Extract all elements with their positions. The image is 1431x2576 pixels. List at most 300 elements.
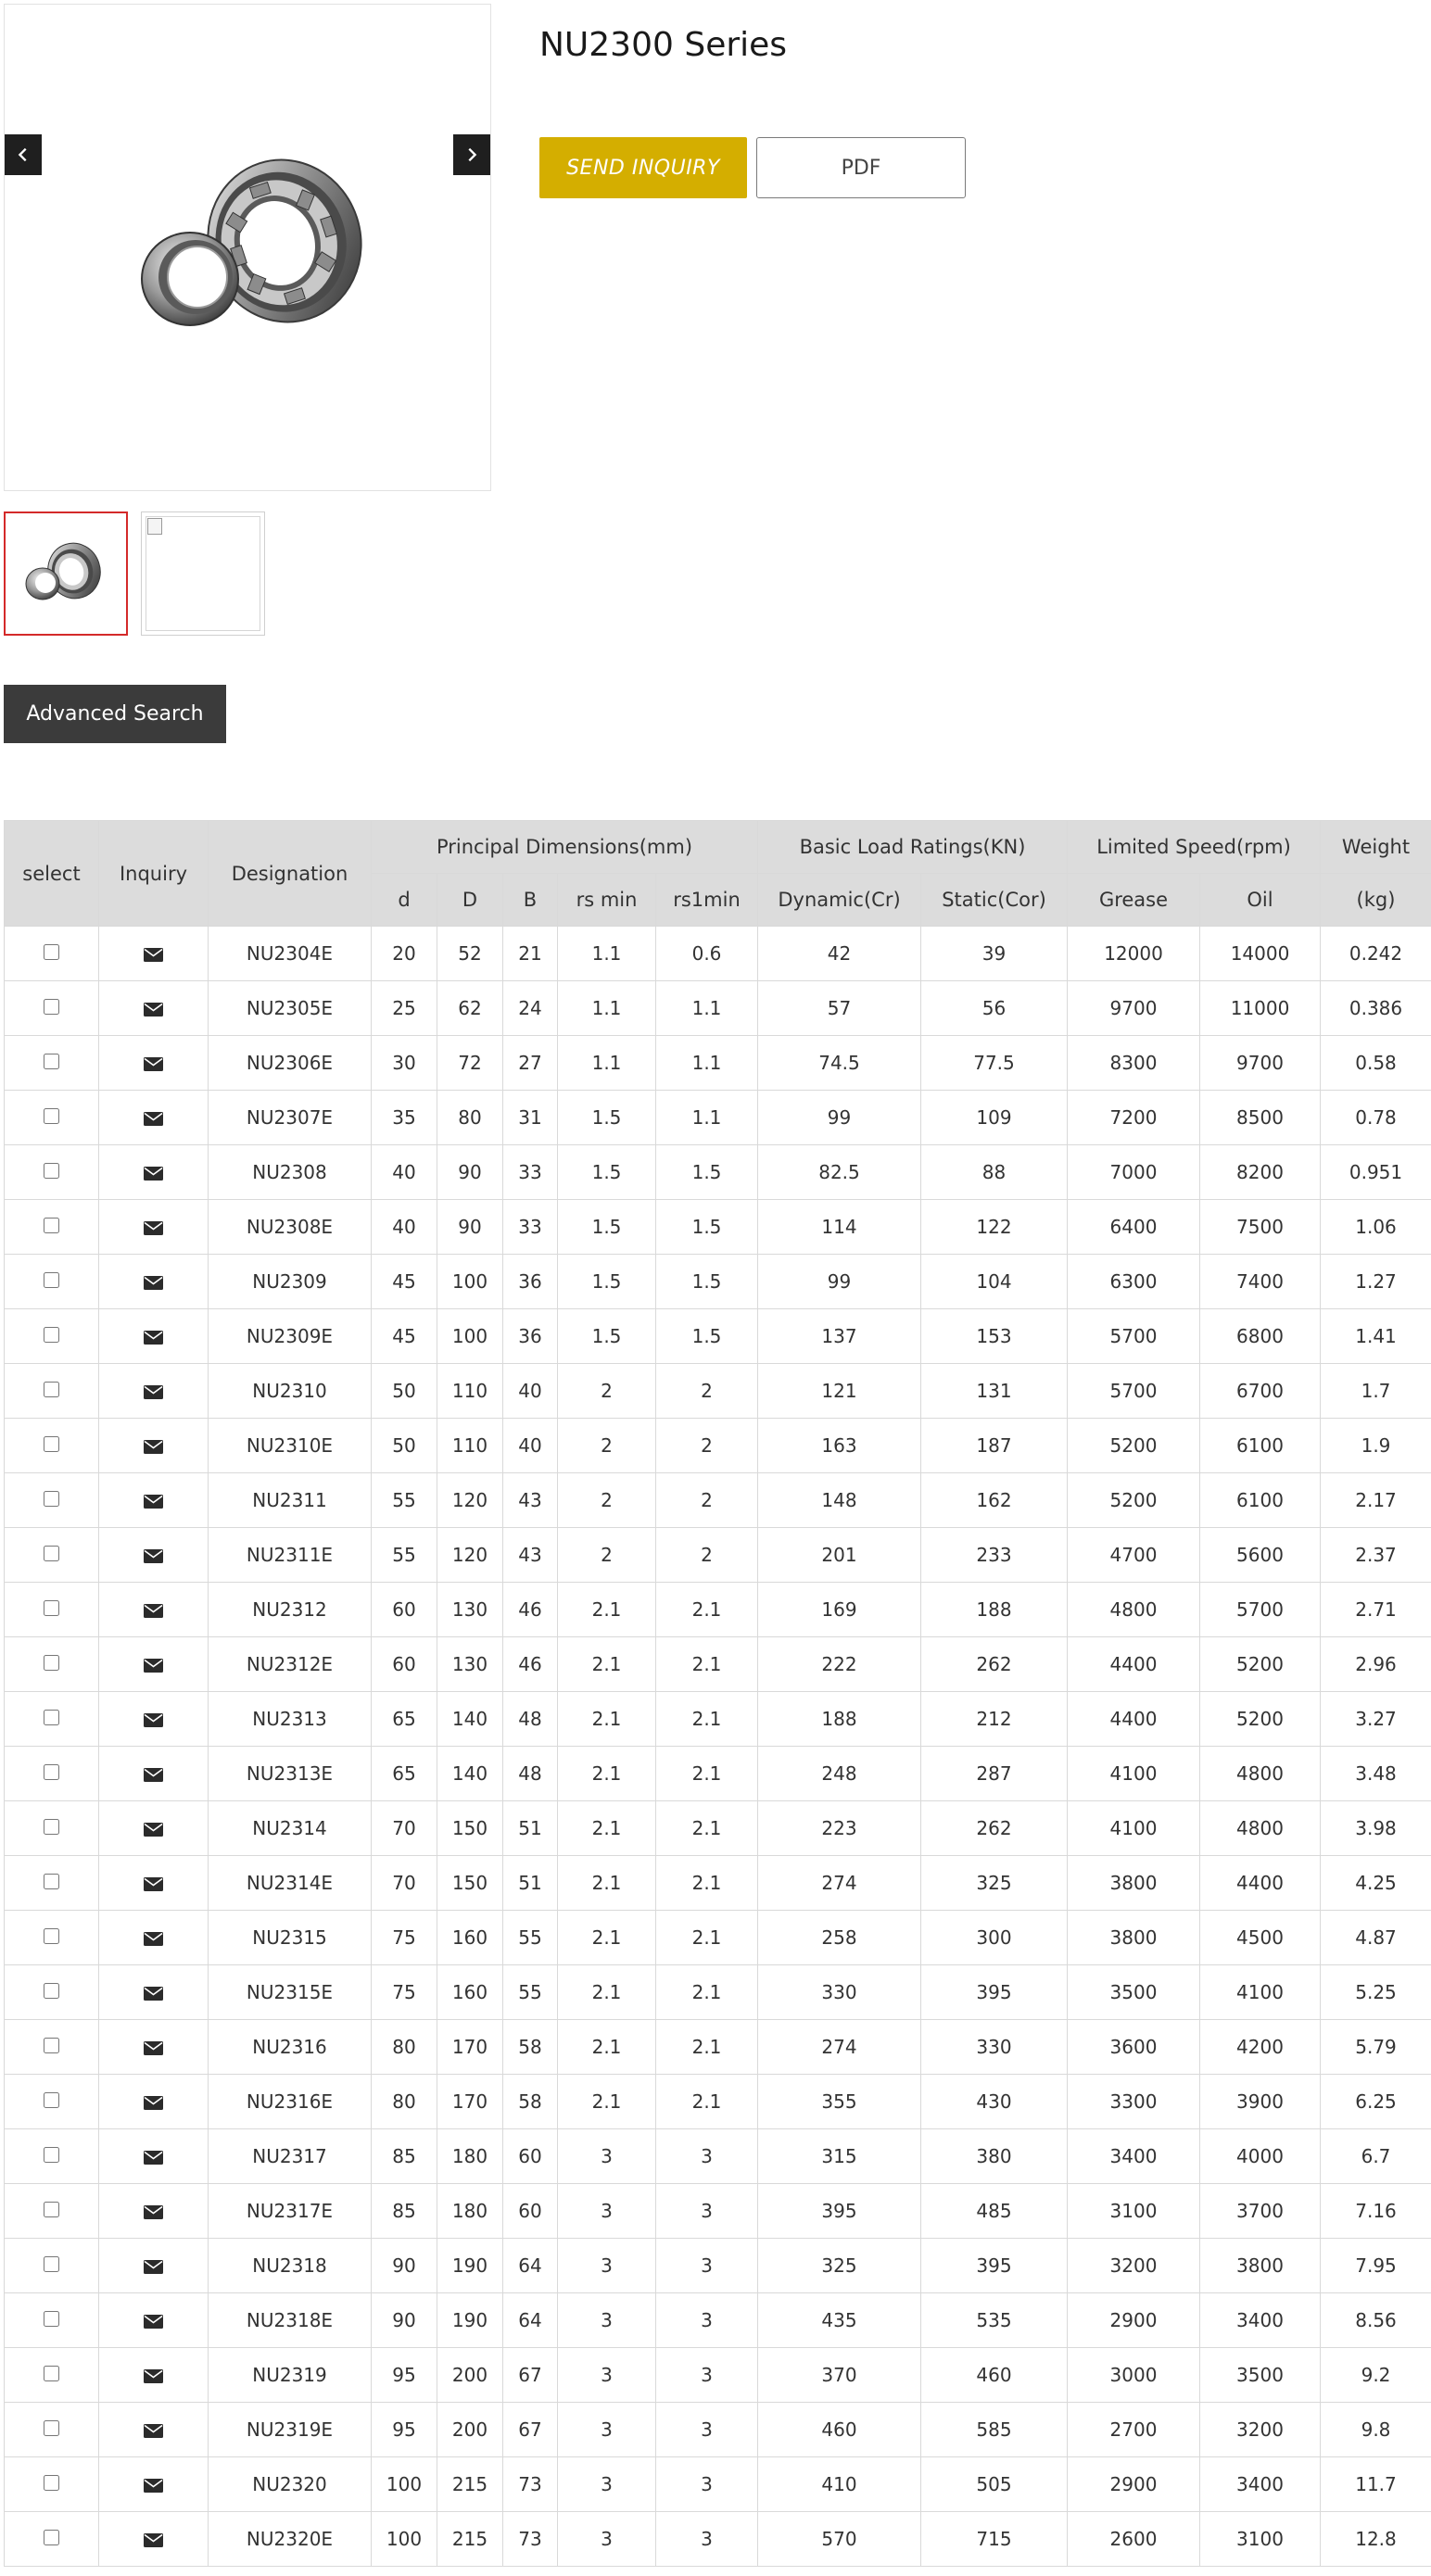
cell-static-cor: 39 [921, 927, 1068, 981]
envelope-icon[interactable] [144, 1932, 163, 1946]
envelope-icon[interactable] [144, 2424, 163, 2438]
envelope-icon[interactable] [144, 2260, 163, 2274]
table-row [5, 1309, 1431, 1364]
envelope-icon[interactable] [144, 1604, 163, 1618]
cell-B: 36 [503, 1309, 558, 1364]
cell-designation: NU2304E [209, 927, 372, 981]
header-inquiry: Inquiry [99, 821, 209, 927]
row-select-checkbox[interactable] [44, 1327, 59, 1343]
inquiry-cell [99, 1583, 209, 1637]
select-cell [5, 927, 99, 981]
cell-grease-speed: 3300 [1068, 2075, 1200, 2129]
product-image-gallery [4, 4, 491, 491]
header-B: B [503, 874, 558, 927]
envelope-icon[interactable] [144, 1276, 163, 1290]
table-row [5, 1856, 1431, 1911]
cell-rs1-min: 3 [656, 2512, 758, 2567]
cell-weight: 2.96 [1321, 1637, 1431, 1692]
gallery-prev-button[interactable] [5, 134, 42, 175]
row-select-checkbox[interactable] [44, 1874, 59, 1889]
envelope-icon[interactable] [144, 2096, 163, 2110]
cell-weight: 1.41 [1321, 1309, 1431, 1364]
cell-designation: NU2313E [209, 1747, 372, 1801]
cell-D: 100 [437, 1309, 503, 1364]
select-cell [5, 1583, 99, 1637]
cell-grease-speed: 3200 [1068, 2239, 1200, 2293]
cell-oil-speed: 5600 [1200, 1528, 1321, 1583]
spec-table-body [5, 927, 1431, 2567]
row-select-checkbox[interactable] [44, 1218, 59, 1233]
cell-rs1-min: 1.1 [656, 1091, 758, 1145]
cell-grease-speed: 2900 [1068, 2293, 1200, 2348]
cell-weight: 5.25 [1321, 1965, 1431, 2020]
row-select-checkbox[interactable] [44, 2311, 59, 2327]
inquiry-cell [99, 2075, 209, 2129]
cell-rs1-min: 2 [656, 1419, 758, 1473]
envelope-icon[interactable] [144, 1440, 163, 1454]
cell-dynamic-cr: 82.5 [758, 1145, 921, 1200]
cell-d: 100 [372, 2457, 437, 2512]
cell-rs1-min: 2.1 [656, 1637, 758, 1692]
inquiry-cell [99, 927, 209, 981]
cell-B: 51 [503, 1856, 558, 1911]
header-select: select [5, 821, 99, 927]
cell-rs1-min: 2.1 [656, 2075, 758, 2129]
select-cell [5, 1965, 99, 2020]
cell-B: 24 [503, 981, 558, 1036]
envelope-icon[interactable] [144, 2533, 163, 2547]
envelope-icon[interactable] [144, 1112, 163, 1126]
table-row [5, 927, 1431, 981]
cell-grease-speed: 3100 [1068, 2184, 1200, 2239]
cell-grease-speed: 4400 [1068, 1637, 1200, 1692]
envelope-icon[interactable] [144, 1659, 163, 1673]
row-select-checkbox[interactable] [44, 2092, 59, 2108]
cell-rs1-min: 0.6 [656, 927, 758, 981]
cell-B: 48 [503, 1692, 558, 1747]
cell-oil-speed: 6800 [1200, 1309, 1321, 1364]
cell-D: 52 [437, 927, 503, 981]
cell-oil-speed: 3400 [1200, 2293, 1321, 2348]
envelope-icon[interactable] [144, 1495, 163, 1509]
cell-grease-speed: 4100 [1068, 1801, 1200, 1856]
row-select-checkbox[interactable] [44, 1491, 59, 1507]
select-cell [5, 1309, 99, 1364]
cell-static-cor: 188 [921, 1583, 1068, 1637]
cell-oil-speed: 11000 [1200, 981, 1321, 1036]
row-select-checkbox[interactable] [44, 2038, 59, 2053]
table-row [5, 1473, 1431, 1528]
table-row [5, 2129, 1431, 2184]
cell-B: 43 [503, 1473, 558, 1528]
select-cell [5, 2512, 99, 2567]
select-cell [5, 2348, 99, 2403]
cell-rs1-min: 3 [656, 2348, 758, 2403]
cell-static-cor: 300 [921, 1911, 1068, 1965]
table-row [5, 2512, 1431, 2567]
cell-B: 40 [503, 1419, 558, 1473]
cell-weight: 1.7 [1321, 1364, 1431, 1419]
row-select-checkbox[interactable] [44, 1710, 59, 1725]
header-designation: Designation [209, 821, 372, 927]
cell-designation: NU2307E [209, 1091, 372, 1145]
table-row [5, 2239, 1431, 2293]
cell-grease-speed: 5700 [1068, 1364, 1200, 1419]
row-select-checkbox[interactable] [44, 2147, 59, 2163]
cell-dynamic-cr: 99 [758, 1091, 921, 1145]
cell-dynamic-cr: 137 [758, 1309, 921, 1364]
row-select-checkbox[interactable] [44, 1108, 59, 1124]
cell-dynamic-cr: 201 [758, 1528, 921, 1583]
cell-weight: 0.951 [1321, 1145, 1431, 1200]
cell-d: 85 [372, 2184, 437, 2239]
cell-rs-min: 3 [558, 2184, 656, 2239]
cell-static-cor: 535 [921, 2293, 1068, 2348]
inquiry-cell [99, 1637, 209, 1692]
cell-d: 40 [372, 1145, 437, 1200]
cell-designation: NU2317 [209, 2129, 372, 2184]
table-row [5, 1419, 1431, 1473]
cell-designation: NU2309E [209, 1309, 372, 1364]
inquiry-cell [99, 2239, 209, 2293]
cell-D: 200 [437, 2403, 503, 2457]
cell-D: 170 [437, 2020, 503, 2075]
cell-oil-speed: 7500 [1200, 1200, 1321, 1255]
cell-weight: 5.79 [1321, 2020, 1431, 2075]
cell-D: 190 [437, 2293, 503, 2348]
select-cell [5, 1364, 99, 1419]
cell-rs-min: 2 [558, 1419, 656, 1473]
cell-static-cor: 187 [921, 1419, 1068, 1473]
select-cell [5, 2457, 99, 2512]
cell-grease-speed: 3600 [1068, 2020, 1200, 2075]
cell-oil-speed: 4400 [1200, 1856, 1321, 1911]
cell-weight: 2.17 [1321, 1473, 1431, 1528]
cell-B: 55 [503, 1911, 558, 1965]
select-cell [5, 1145, 99, 1200]
envelope-icon[interactable] [144, 1331, 163, 1345]
row-select-checkbox[interactable] [44, 1600, 59, 1616]
cell-designation: NU2308E [209, 1200, 372, 1255]
cell-D: 190 [437, 2239, 503, 2293]
envelope-icon[interactable] [144, 1987, 163, 2001]
inquiry-cell [99, 2020, 209, 2075]
cell-designation: NU2319 [209, 2348, 372, 2403]
row-select-checkbox[interactable] [44, 999, 59, 1015]
cell-static-cor: 505 [921, 2457, 1068, 2512]
header-d: d [372, 874, 437, 927]
cell-d: 55 [372, 1473, 437, 1528]
row-select-checkbox[interactable] [44, 1054, 59, 1069]
envelope-icon[interactable] [144, 2041, 163, 2055]
row-select-checkbox[interactable] [44, 1983, 59, 1999]
cell-B: 40 [503, 1364, 558, 1419]
select-cell [5, 1911, 99, 1965]
cell-rs-min: 2 [558, 1473, 656, 1528]
cell-oil-speed: 4800 [1200, 1801, 1321, 1856]
cell-designation: NU2311 [209, 1473, 372, 1528]
cell-rs1-min: 2.1 [656, 1856, 758, 1911]
cell-D: 120 [437, 1528, 503, 1583]
gallery-next-button[interactable] [453, 134, 490, 175]
cell-grease-speed: 9700 [1068, 981, 1200, 1036]
cell-designation: NU2308 [209, 1145, 372, 1200]
row-select-checkbox[interactable] [44, 1272, 59, 1288]
cell-d: 60 [372, 1637, 437, 1692]
cell-grease-speed: 7200 [1068, 1091, 1200, 1145]
envelope-icon[interactable] [144, 1877, 163, 1891]
inquiry-cell [99, 1911, 209, 1965]
select-cell [5, 2403, 99, 2457]
cell-designation: NU2315 [209, 1911, 372, 1965]
cell-designation: NU2317E [209, 2184, 372, 2239]
header-basic-load-ratings: Basic Load Ratings(KN) [758, 821, 1068, 874]
cell-dynamic-cr: 169 [758, 1583, 921, 1637]
inquiry-cell [99, 1965, 209, 2020]
cell-static-cor: 162 [921, 1473, 1068, 1528]
cell-rs1-min: 3 [656, 2239, 758, 2293]
inquiry-cell [99, 1364, 209, 1419]
cell-rs-min: 2.1 [558, 1965, 656, 2020]
envelope-icon[interactable] [144, 1057, 163, 1071]
cell-rs-min: 2.1 [558, 1692, 656, 1747]
envelope-icon[interactable] [144, 1549, 163, 1563]
thumbnail-bearing[interactable] [4, 511, 128, 636]
advanced-search-button[interactable]: Advanced Search [4, 685, 226, 743]
cell-grease-speed: 2600 [1068, 2512, 1200, 2567]
table-row [5, 1692, 1431, 1747]
cell-rs-min: 2.1 [558, 1801, 656, 1856]
envelope-icon[interactable] [144, 1768, 163, 1782]
row-select-checkbox[interactable] [44, 1382, 59, 1397]
inquiry-cell [99, 2293, 209, 2348]
cell-oil-speed: 3900 [1200, 2075, 1321, 2129]
cell-D: 100 [437, 1255, 503, 1309]
cell-weight: 2.37 [1321, 1528, 1431, 1583]
cell-dynamic-cr: 258 [758, 1911, 921, 1965]
row-select-checkbox[interactable] [44, 2202, 59, 2217]
cell-grease-speed: 6300 [1068, 1255, 1200, 1309]
cell-weight: 3.48 [1321, 1747, 1431, 1801]
row-select-checkbox[interactable] [44, 1764, 59, 1780]
cell-d: 65 [372, 1747, 437, 1801]
table-row [5, 2075, 1431, 2129]
select-cell [5, 2129, 99, 2184]
bearing-product-image [5, 5, 490, 490]
bearing-spec-table [4, 820, 1431, 2567]
table-row [5, 1255, 1431, 1309]
cell-B: 36 [503, 1255, 558, 1309]
row-select-checkbox[interactable] [44, 1655, 59, 1671]
cell-dynamic-cr: 435 [758, 2293, 921, 2348]
cell-designation: NU2305E [209, 981, 372, 1036]
cell-D: 150 [437, 1801, 503, 1856]
cell-weight: 1.27 [1321, 1255, 1431, 1309]
select-cell [5, 1637, 99, 1692]
cell-dynamic-cr: 121 [758, 1364, 921, 1419]
cell-d: 90 [372, 2293, 437, 2348]
cell-weight: 2.71 [1321, 1583, 1431, 1637]
header-static: Static(Cor) [921, 874, 1068, 927]
envelope-icon[interactable] [144, 1823, 163, 1837]
pdf-button[interactable]: PDF [756, 137, 966, 198]
cell-dynamic-cr: 248 [758, 1747, 921, 1801]
table-row [5, 981, 1431, 1036]
cell-designation: NU2316E [209, 2075, 372, 2129]
cell-static-cor: 395 [921, 2239, 1068, 2293]
cell-rs1-min: 3 [656, 2403, 758, 2457]
cell-dynamic-cr: 99 [758, 1255, 921, 1309]
cell-static-cor: 153 [921, 1309, 1068, 1364]
row-select-checkbox[interactable] [44, 944, 59, 960]
cell-static-cor: 109 [921, 1091, 1068, 1145]
cell-oil-speed: 3100 [1200, 2512, 1321, 2567]
row-select-checkbox[interactable] [44, 1546, 59, 1561]
cell-static-cor: 131 [921, 1364, 1068, 1419]
envelope-icon[interactable] [144, 2205, 163, 2219]
envelope-icon[interactable] [144, 2315, 163, 2329]
cell-rs1-min: 3 [656, 2184, 758, 2239]
cell-weight: 4.87 [1321, 1911, 1431, 1965]
row-select-checkbox[interactable] [44, 1819, 59, 1835]
send-inquiry-button[interactable]: SEND INQUIRY [539, 137, 747, 198]
cell-grease-speed: 5200 [1068, 1473, 1200, 1528]
cell-oil-speed: 4000 [1200, 2129, 1321, 2184]
select-cell [5, 2184, 99, 2239]
cell-d: 55 [372, 1528, 437, 1583]
cell-designation: NU2310 [209, 1364, 372, 1419]
cell-d: 95 [372, 2403, 437, 2457]
cell-rs-min: 3 [558, 2457, 656, 2512]
table-row [5, 1200, 1431, 1255]
cell-oil-speed: 9700 [1200, 1036, 1321, 1091]
table-row [5, 1801, 1431, 1856]
envelope-icon[interactable] [144, 2151, 163, 2165]
row-select-checkbox[interactable] [44, 2475, 59, 2491]
cell-d: 85 [372, 2129, 437, 2184]
inquiry-cell [99, 1036, 209, 1091]
cell-rs-min: 2.1 [558, 1637, 656, 1692]
cell-designation: NU2315E [209, 1965, 372, 2020]
cell-static-cor: 330 [921, 2020, 1068, 2075]
cell-B: 21 [503, 927, 558, 981]
envelope-icon[interactable] [144, 1221, 163, 1235]
cell-static-cor: 287 [921, 1747, 1068, 1801]
table-row [5, 2348, 1431, 2403]
cell-d: 50 [372, 1419, 437, 1473]
envelope-icon[interactable] [144, 1003, 163, 1017]
cell-dynamic-cr: 188 [758, 1692, 921, 1747]
cell-static-cor: 122 [921, 1200, 1068, 1255]
envelope-icon[interactable] [144, 2479, 163, 2493]
cell-d: 100 [372, 2512, 437, 2567]
cell-rs1-min: 1.5 [656, 1200, 758, 1255]
select-cell [5, 1747, 99, 1801]
row-select-checkbox[interactable] [44, 1436, 59, 1452]
cell-grease-speed: 2700 [1068, 2403, 1200, 2457]
envelope-icon[interactable] [144, 948, 163, 962]
header-weight: Weight [1321, 821, 1431, 874]
cell-B: 67 [503, 2348, 558, 2403]
cell-weight: 11.7 [1321, 2457, 1431, 2512]
cell-dynamic-cr: 460 [758, 2403, 921, 2457]
row-select-checkbox[interactable] [44, 2256, 59, 2272]
cell-B: 46 [503, 1637, 558, 1692]
cell-D: 120 [437, 1473, 503, 1528]
inquiry-cell [99, 1200, 209, 1255]
cell-grease-speed: 7000 [1068, 1145, 1200, 1200]
row-select-checkbox[interactable] [44, 1163, 59, 1179]
cell-rs1-min: 1.1 [656, 981, 758, 1036]
envelope-icon[interactable] [144, 2369, 163, 2383]
header-kg: (kg) [1321, 874, 1431, 927]
cell-rs1-min: 3 [656, 2129, 758, 2184]
cell-oil-speed: 7400 [1200, 1255, 1321, 1309]
cell-B: 73 [503, 2512, 558, 2567]
cell-oil-speed: 3400 [1200, 2457, 1321, 2512]
cell-weight: 0.58 [1321, 1036, 1431, 1091]
row-select-checkbox[interactable] [44, 1928, 59, 1944]
inquiry-cell [99, 2512, 209, 2567]
envelope-icon[interactable] [144, 1167, 163, 1181]
cell-D: 130 [437, 1637, 503, 1692]
cell-B: 46 [503, 1583, 558, 1637]
thumbnail-second[interactable] [141, 511, 265, 636]
cell-static-cor: 262 [921, 1637, 1068, 1692]
cell-static-cor: 77.5 [921, 1036, 1068, 1091]
cell-static-cor: 380 [921, 2129, 1068, 2184]
select-cell [5, 1200, 99, 1255]
cell-dynamic-cr: 330 [758, 1965, 921, 2020]
cell-d: 70 [372, 1856, 437, 1911]
cell-oil-speed: 14000 [1200, 927, 1321, 981]
product-title: NU2300 Series [539, 26, 788, 64]
row-select-checkbox[interactable] [44, 2420, 59, 2436]
select-cell [5, 1801, 99, 1856]
cell-D: 130 [437, 1583, 503, 1637]
table-row [5, 1637, 1431, 1692]
cell-dynamic-cr: 410 [758, 2457, 921, 2512]
inquiry-cell [99, 1528, 209, 1583]
cell-D: 215 [437, 2457, 503, 2512]
cell-rs1-min: 2.1 [656, 1692, 758, 1747]
cell-static-cor: 460 [921, 2348, 1068, 2403]
envelope-icon[interactable] [144, 1385, 163, 1399]
cell-grease-speed: 4100 [1068, 1747, 1200, 1801]
cell-rs-min: 3 [558, 2512, 656, 2567]
cell-grease-speed: 6400 [1068, 1200, 1200, 1255]
inquiry-cell [99, 1145, 209, 1200]
cell-designation: NU2311E [209, 1528, 372, 1583]
cell-static-cor: 56 [921, 981, 1068, 1036]
cell-dynamic-cr: 163 [758, 1419, 921, 1473]
cell-dynamic-cr: 370 [758, 2348, 921, 2403]
cell-D: 200 [437, 2348, 503, 2403]
cell-d: 75 [372, 1965, 437, 2020]
row-select-checkbox[interactable] [44, 2366, 59, 2381]
envelope-icon[interactable] [144, 1713, 163, 1727]
bearing-spec-table-wrapper [4, 820, 1431, 2567]
cell-designation: NU2310E [209, 1419, 372, 1473]
cell-designation: NU2312E [209, 1637, 372, 1692]
row-select-checkbox[interactable] [44, 2530, 59, 2545]
select-cell [5, 981, 99, 1036]
cell-rs-min: 3 [558, 2129, 656, 2184]
cell-d: 30 [372, 1036, 437, 1091]
table-row [5, 2403, 1431, 2457]
select-cell [5, 2293, 99, 2348]
cell-d: 45 [372, 1255, 437, 1309]
